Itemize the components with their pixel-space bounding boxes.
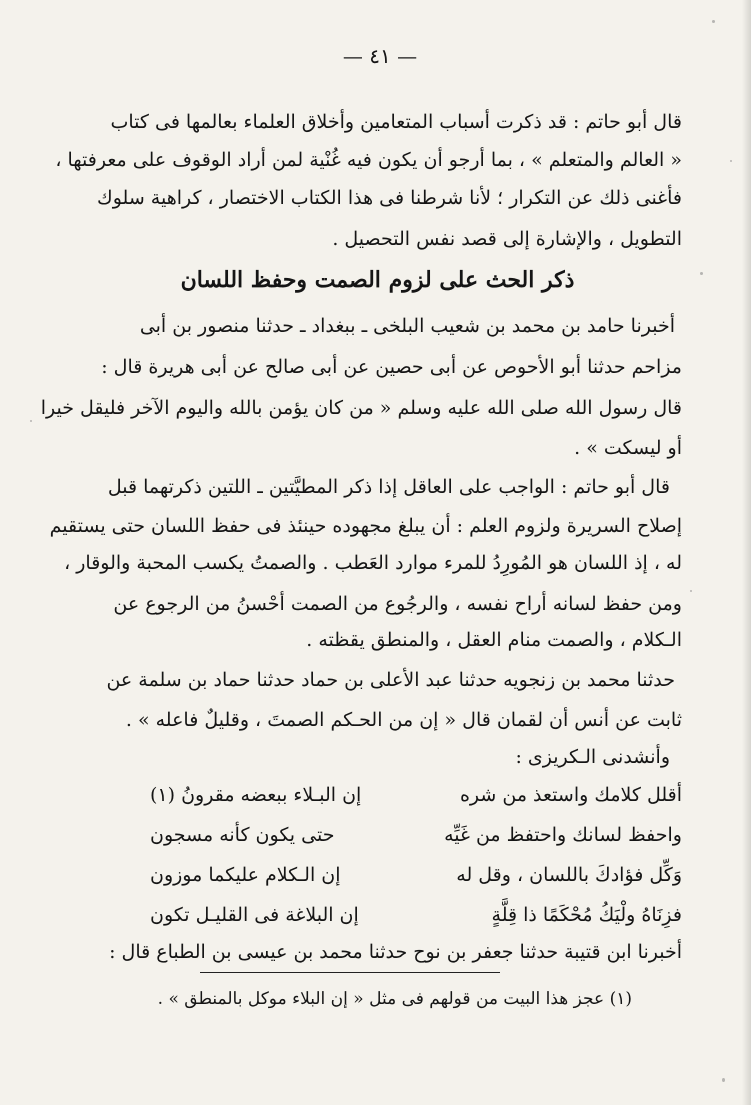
scan-speck	[30, 420, 32, 422]
section-heading: ذكر الحث على لزوم الصمت وحفظ اللسان	[180, 267, 575, 293]
verse-first-hemistich: وَكِّل فؤادكَ باللسان ، وقل له	[456, 864, 682, 886]
paragraph-1-line-2: « العالم والمتعلم » ، بما أرجو أن يكون فيه غُنْية لمن أراد الوقوف على معرفتها ،	[55, 149, 682, 171]
footnote: (١) عجز هذا البيت من قولهم فى مثل « إن البلاء موكل بالمنطق » .	[157, 989, 632, 1009]
page-gutter-shadow	[742, 0, 751, 1105]
verse-second-hemistich: إن البـلاء ببعضه مقرونُ (١)	[150, 784, 362, 806]
scan-speck	[690, 590, 692, 592]
verse-row	[150, 862, 682, 890]
paragraph-2-line-4: أو ليسكت » .	[574, 437, 682, 459]
verse-row	[150, 782, 682, 810]
page-number: — ٤١ —	[342, 44, 418, 68]
paragraph-2-line-3: قال رسول الله صلى الله عليه وسلم « من كان يؤمن بالله واليوم الآخر فليقل خيرا	[40, 397, 682, 419]
verse-second-hemistich: حتى يكون كأنه مسجون	[150, 824, 335, 846]
verse-second-hemistich: إن البلاغة فى القليـل تكون	[150, 904, 359, 926]
paragraph-3-line-5: الـكلام ، والصمت منام العقل ، والمنطق يقظته .	[306, 629, 682, 651]
verse-row	[150, 822, 682, 850]
paragraph-3-line-3: له ، إذ اللسان هو المُورِدُ للمرء موارد العَطب . والصمتُ يكسب المحبة والوقار ،	[64, 552, 682, 574]
paragraph-4-line-1: حدثنا محمد بن زنجويه حدثنا عبد الأعلى بن حماد حدثنا حماد بن سلمة عن	[106, 669, 675, 691]
footnote-separator	[200, 972, 500, 973]
verse-first-hemistich: واحفظ لسانك واحتفظ من غَيِّه	[444, 824, 682, 846]
verse-second-hemistich: إن الـكلام عليكما موزون	[150, 864, 341, 886]
paragraph-1-line-3: فأغنى ذلك عن التكرار ؛ لأنا شرطنا فى هذا الكتاب الاختصار ، كراهية سلوك	[97, 187, 682, 209]
scan-speck	[700, 272, 703, 275]
paragraph-2-line-1: أخبرنا حامد بن محمد بن شعيب البلخى ـ ببغداد ـ حدثنا منصور بن أبى	[139, 315, 675, 337]
paragraph-2-line-2: مزاحم حدثنا أبو الأحوص عن أبى حصين عن أبى صالح عن أبى هريرة قال :	[101, 356, 682, 378]
paragraph-4-line-2: ثابت عن أنس أن لقمان قال « إن من الحـكم الصمتَ ، وقليلٌ فاعله » .	[125, 709, 682, 731]
verse-first-hemistich: أقلل كلامك واستعذ من شره	[459, 784, 682, 806]
verse-first-hemistich: فزِنَاهُ ولْيَكُ مُحْكَمًا ذا قِلَّةٍ	[491, 904, 682, 926]
paragraph-3-line-1: قال أبو حاتم : الواجب على العاقل إذا ذكر المطيَّتين ـ اللتين ذكرتهما قبل	[107, 476, 670, 498]
verse-intro: وأنشدنى الـكريزى :	[515, 746, 670, 768]
paragraph-3-line-4: ومن حفظ لسانه أراح نفسه ، والرجُوع من الصمت أحْسنُ من الرجوع عن	[113, 593, 682, 615]
closing-isnad-line: أخبرنا ابن قتيبة حدثنا جعفر بن نوح حدثنا محمد بن عيسى بن الطباع قال :	[109, 941, 682, 963]
scan-speck	[712, 20, 715, 23]
scan-speck	[730, 160, 732, 162]
verse-row	[150, 902, 682, 930]
paragraph-1-line-1: قال أبو حاتم : قد ذكرت أسباب المتعامين وأخلاق العلماء بعالمها فى كتاب	[110, 111, 682, 133]
paragraph-1-line-4: التطويل ، والإشارة إلى قصد نفس التحصيل .	[332, 228, 682, 250]
scan-speck	[722, 1078, 725, 1082]
paragraph-3-line-2: إصلاح السريرة ولزوم العلم : أن يبلغ مجهوده حينئذ فى حفظ اللسان حتى يستقيم	[49, 515, 682, 537]
